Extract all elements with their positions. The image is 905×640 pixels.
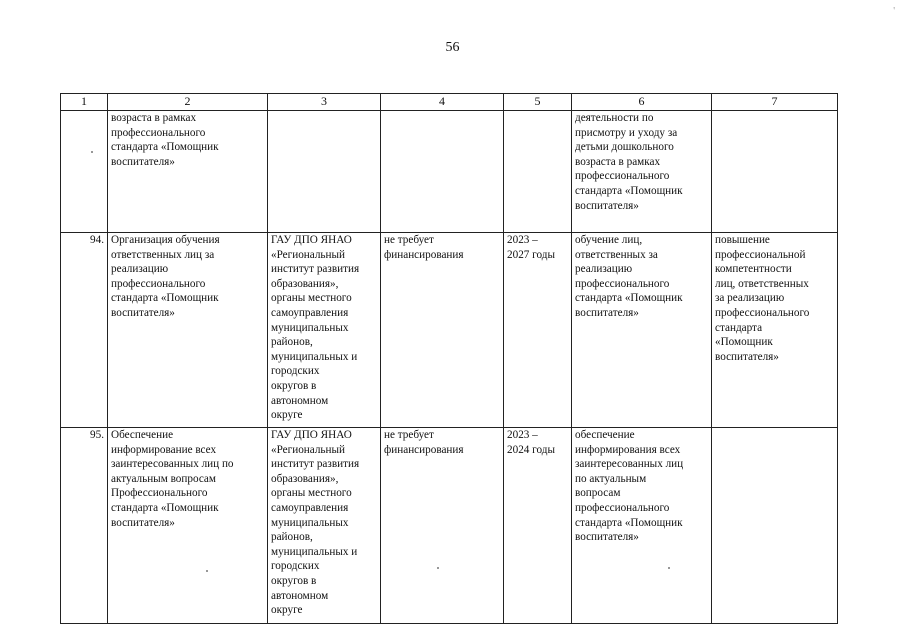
result-cell: обеспечение информирования всех заинтересованных лиц по актуальным вопросам профессионального стандарта «Помощник воспитателя» — [572, 428, 712, 624]
column-header-2: 2 — [108, 94, 268, 111]
page-number: 56 — [445, 40, 460, 55]
indicator-cell — [712, 428, 838, 624]
column-header-3: 3 — [268, 94, 381, 111]
row-number: 94. — [61, 233, 108, 428]
scan-speck — [206, 570, 208, 572]
scan-mark: ' — [893, 6, 895, 17]
result-cell: деятельности по присмотру и уходу за детьми дошкольного возраста в рамках профессионального стандарта «Помощник воспитателя» — [572, 111, 712, 233]
column-header-7: 7 — [712, 94, 838, 111]
responsible-cell: ГАУ ДПО ЯНАО «Региональный институт развития образования», органы местного самоуправления муниципальных районов, муниципальных и городских округов в автономном округе — [268, 233, 381, 428]
event-cell: Обеспечение информирование всех заинтересованных лиц по актуальным вопросам Профессионального стандарта «Помощник воспитателя» — [108, 428, 268, 624]
table-row — [61, 428, 838, 624]
column-header-6: 6 — [572, 94, 712, 111]
table-row — [61, 111, 838, 233]
column-header-4: 4 — [381, 94, 504, 111]
row-number: 95. — [61, 428, 108, 624]
column-header-1: 1 — [61, 94, 108, 111]
period-cell: 2023 – 2027 годы — [504, 233, 572, 428]
period-cell — [504, 111, 572, 233]
scan-speck — [437, 567, 439, 569]
row-number — [61, 111, 108, 233]
scan-speck — [91, 151, 93, 153]
event-cell: Организация обучения ответственных лиц за реализацию профессионального стандарта «Помощник воспитателя» — [108, 233, 268, 428]
responsible-cell: ГАУ ДПО ЯНАО «Региональный институт развития образования», органы местного самоуправления муниципальных районов, муниципальных и городских округов в автономном округе — [268, 428, 381, 624]
scan-speck — [668, 567, 670, 569]
period-cell: 2023 – 2024 годы — [504, 428, 572, 624]
plan-table — [60, 93, 838, 624]
event-cell: возраста в рамках профессионального стандарта «Помощник воспитателя» — [108, 111, 268, 233]
indicator-cell — [712, 111, 838, 233]
result-cell: обучение лиц, ответственных за реализацию профессионального стандарта «Помощник воспитателя» — [572, 233, 712, 428]
financing-cell: не требует финансирования — [381, 233, 504, 428]
header-row — [61, 94, 838, 111]
financing-cell — [381, 111, 504, 233]
indicator-cell: повышение профессиональной компетентности лиц, ответственных за реализацию профессионального стандарта «Помощник воспитателя» — [712, 233, 838, 428]
table-row — [61, 233, 838, 428]
financing-cell: не требует финансирования — [381, 428, 504, 624]
responsible-cell — [268, 111, 381, 233]
column-header-5: 5 — [504, 94, 572, 111]
